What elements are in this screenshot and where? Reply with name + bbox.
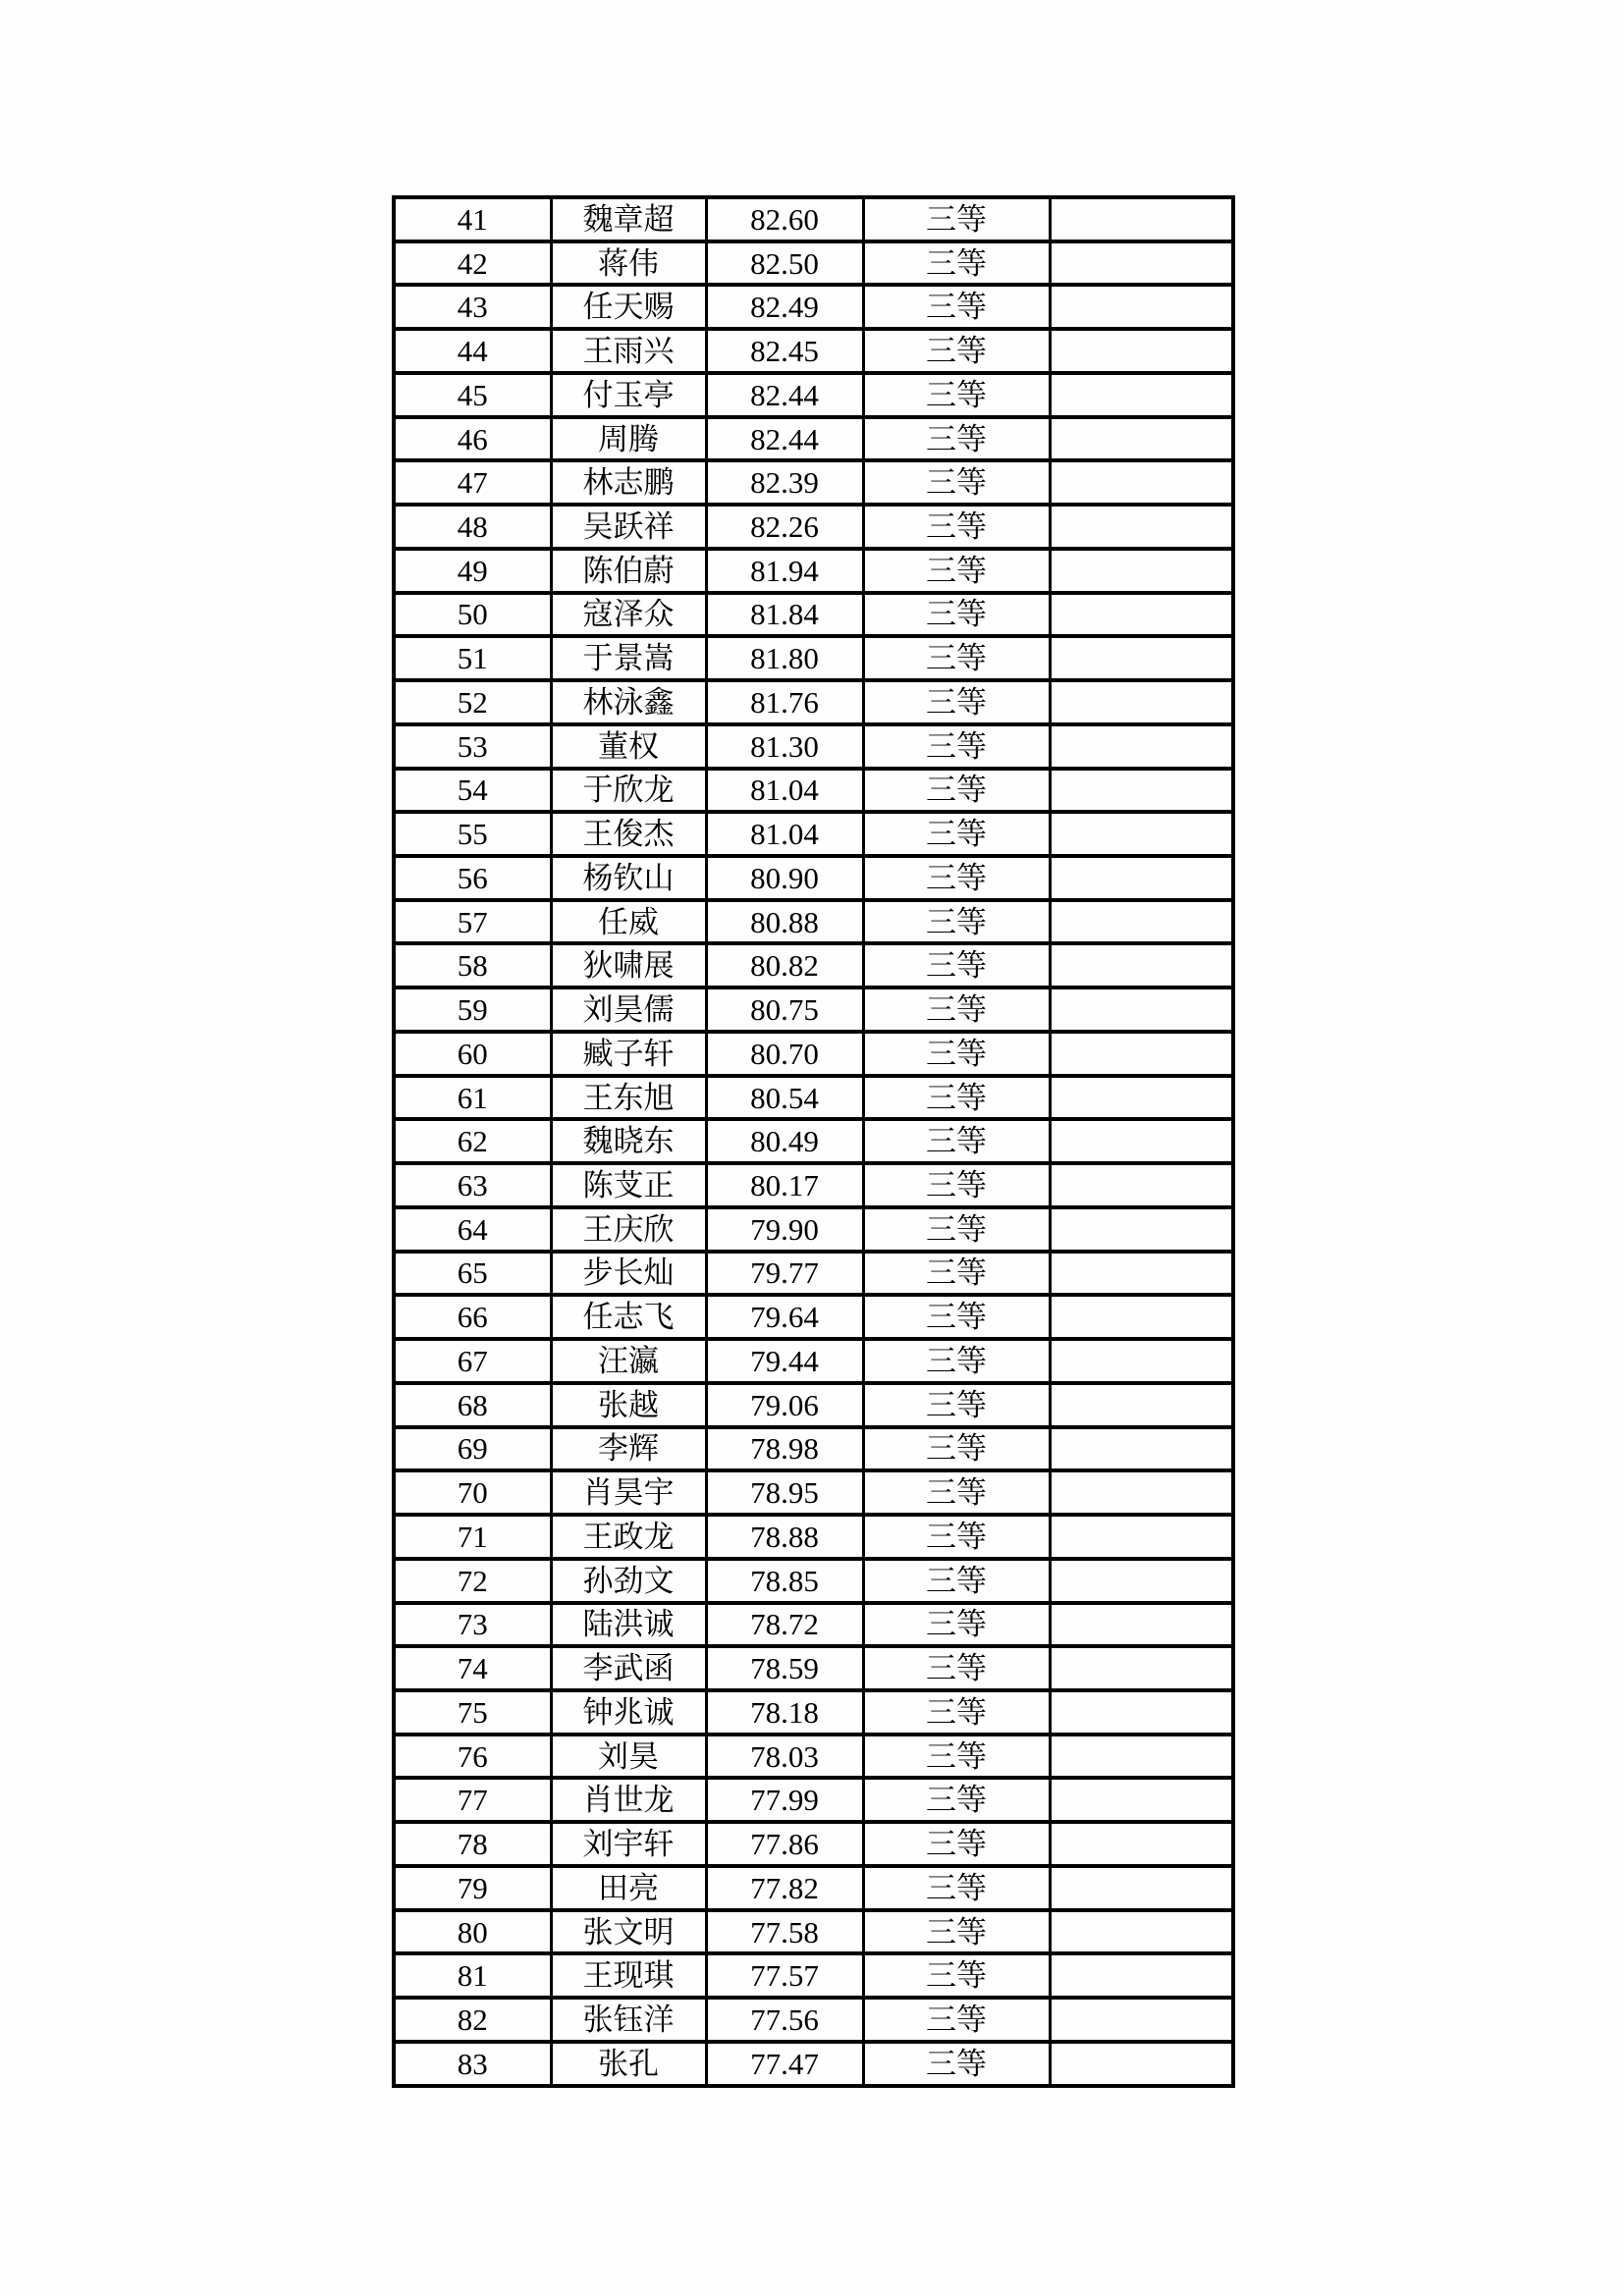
table-row	[394, 593, 1233, 637]
grade-cell: 三等	[863, 1735, 1050, 1779]
remark-cell	[1050, 1866, 1233, 1910]
rank-cell: 76	[394, 1735, 551, 1779]
score-cell: 80.54	[706, 1076, 863, 1120]
name-cell: 于景嵩	[551, 636, 706, 680]
rank-cell: 79	[394, 1866, 551, 1910]
table-row	[394, 2042, 1233, 2086]
grade-cell: 三等	[863, 724, 1050, 769]
grade-cell: 三等	[863, 988, 1050, 1032]
remark-cell	[1050, 1910, 1233, 1954]
table-row	[394, 1207, 1233, 1252]
rank-cell: 54	[394, 769, 551, 813]
table-row	[394, 417, 1233, 461]
score-cell: 82.49	[706, 285, 863, 329]
grade-cell: 三等	[863, 1252, 1050, 1296]
name-cell: 王庆欣	[551, 1207, 706, 1252]
rank-cell: 74	[394, 1646, 551, 1690]
score-cell: 79.90	[706, 1207, 863, 1252]
table-row	[394, 1910, 1233, 1954]
score-cell: 82.50	[706, 241, 863, 286]
rank-cell: 41	[394, 197, 551, 241]
remark-cell	[1050, 417, 1233, 461]
remark-cell	[1050, 1603, 1233, 1647]
score-cell: 79.77	[706, 1252, 863, 1296]
name-cell: 陈芆正	[551, 1163, 706, 1207]
score-cell: 78.88	[706, 1515, 863, 1559]
name-cell: 狄啸展	[551, 943, 706, 988]
remark-cell	[1050, 724, 1233, 769]
table-row	[394, 197, 1233, 241]
rank-cell: 69	[394, 1427, 551, 1471]
table-row	[394, 1735, 1233, 1779]
score-cell: 81.84	[706, 593, 863, 637]
table-row	[394, 1866, 1233, 1910]
table-row	[394, 636, 1233, 680]
rank-cell: 78	[394, 1822, 551, 1866]
table-row	[394, 724, 1233, 769]
score-cell: 78.85	[706, 1559, 863, 1603]
grade-cell: 三等	[863, 285, 1050, 329]
table-row	[394, 241, 1233, 286]
name-cell: 孙劲文	[551, 1559, 706, 1603]
rank-cell: 77	[394, 1778, 551, 1822]
name-cell: 刘昊	[551, 1735, 706, 1779]
rank-cell: 66	[394, 1295, 551, 1339]
rank-cell: 57	[394, 900, 551, 944]
table-row	[394, 1690, 1233, 1735]
name-cell: 林志鹏	[551, 460, 706, 505]
name-cell: 步长灿	[551, 1252, 706, 1296]
table-row	[394, 329, 1233, 373]
score-cell: 78.95	[706, 1470, 863, 1515]
remark-cell	[1050, 505, 1233, 549]
remark-cell	[1050, 1295, 1233, 1339]
table-row	[394, 812, 1233, 856]
table-row	[394, 988, 1233, 1032]
name-cell: 吴跃祥	[551, 505, 706, 549]
grade-cell: 三等	[863, 505, 1050, 549]
rank-cell: 60	[394, 1032, 551, 1076]
score-cell: 77.57	[706, 1953, 863, 1998]
table-row	[394, 1427, 1233, 1471]
score-cell: 77.47	[706, 2042, 863, 2086]
grade-cell: 三等	[863, 680, 1050, 724]
grade-cell: 三等	[863, 1427, 1050, 1471]
score-cell: 80.49	[706, 1119, 863, 1163]
grade-cell: 三等	[863, 593, 1050, 637]
score-cell: 81.94	[706, 549, 863, 593]
grade-cell: 三等	[863, 1866, 1050, 1910]
table-row	[394, 285, 1233, 329]
table-row	[394, 1163, 1233, 1207]
name-cell: 蒋伟	[551, 241, 706, 286]
rank-cell: 73	[394, 1603, 551, 1647]
table-row	[394, 460, 1233, 505]
remark-cell	[1050, 1515, 1233, 1559]
score-cell: 78.59	[706, 1646, 863, 1690]
grade-cell: 三等	[863, 1953, 1050, 1998]
remark-cell	[1050, 549, 1233, 593]
remark-cell	[1050, 812, 1233, 856]
grade-cell: 三等	[863, 1515, 1050, 1559]
grade-cell: 三等	[863, 900, 1050, 944]
grade-cell: 三等	[863, 1603, 1050, 1647]
table-row	[394, 943, 1233, 988]
name-cell: 杨钦山	[551, 856, 706, 900]
rank-cell: 80	[394, 1910, 551, 1954]
remark-cell	[1050, 769, 1233, 813]
score-cell: 81.80	[706, 636, 863, 680]
score-cell: 81.30	[706, 724, 863, 769]
name-cell: 周腾	[551, 417, 706, 461]
remark-cell	[1050, 1690, 1233, 1735]
name-cell: 魏晓东	[551, 1119, 706, 1163]
rank-cell: 52	[394, 680, 551, 724]
name-cell: 任威	[551, 900, 706, 944]
remark-cell	[1050, 943, 1233, 988]
score-cell: 77.58	[706, 1910, 863, 1954]
name-cell: 张文明	[551, 1910, 706, 1954]
name-cell: 任志飞	[551, 1295, 706, 1339]
score-cell: 80.90	[706, 856, 863, 900]
score-cell: 82.39	[706, 460, 863, 505]
name-cell: 董权	[551, 724, 706, 769]
grade-cell: 三等	[863, 417, 1050, 461]
grade-cell: 三等	[863, 943, 1050, 988]
table-row	[394, 856, 1233, 900]
remark-cell	[1050, 988, 1233, 1032]
grade-cell: 三等	[863, 1163, 1050, 1207]
remark-cell	[1050, 1646, 1233, 1690]
grade-cell: 三等	[863, 1032, 1050, 1076]
remark-cell	[1050, 2042, 1233, 2086]
remark-cell	[1050, 1778, 1233, 1822]
table-row	[394, 549, 1233, 593]
grade-cell: 三等	[863, 460, 1050, 505]
name-cell: 寇泽众	[551, 593, 706, 637]
score-cell: 81.04	[706, 812, 863, 856]
score-cell: 79.06	[706, 1383, 863, 1427]
table-row	[394, 1383, 1233, 1427]
rank-cell: 71	[394, 1515, 551, 1559]
remark-cell	[1050, 1163, 1233, 1207]
remark-cell	[1050, 1383, 1233, 1427]
name-cell: 王东旭	[551, 1076, 706, 1120]
table-row	[394, 1822, 1233, 1866]
rank-cell: 51	[394, 636, 551, 680]
name-cell: 刘宇轩	[551, 1822, 706, 1866]
remark-cell	[1050, 1822, 1233, 1866]
rank-cell: 83	[394, 2042, 551, 2086]
score-cell: 78.72	[706, 1603, 863, 1647]
name-cell: 李辉	[551, 1427, 706, 1471]
grade-cell: 三等	[863, 856, 1050, 900]
table-row	[394, 1515, 1233, 1559]
score-cell: 82.44	[706, 417, 863, 461]
rank-cell: 58	[394, 943, 551, 988]
score-cell: 81.04	[706, 769, 863, 813]
rank-cell: 72	[394, 1559, 551, 1603]
rank-cell: 44	[394, 329, 551, 373]
name-cell: 钟兆诚	[551, 1690, 706, 1735]
remark-cell	[1050, 373, 1233, 417]
remark-cell	[1050, 680, 1233, 724]
remark-cell	[1050, 1427, 1233, 1471]
name-cell: 张孔	[551, 2042, 706, 2086]
name-cell: 魏章超	[551, 197, 706, 241]
score-cell: 77.82	[706, 1866, 863, 1910]
score-cell: 82.44	[706, 373, 863, 417]
score-cell: 80.75	[706, 988, 863, 1032]
name-cell: 王现琪	[551, 1953, 706, 1998]
grade-cell: 三等	[863, 636, 1050, 680]
score-cell: 82.60	[706, 197, 863, 241]
rank-cell: 43	[394, 285, 551, 329]
remark-cell	[1050, 593, 1233, 637]
name-cell: 于欣龙	[551, 769, 706, 813]
score-cell: 80.88	[706, 900, 863, 944]
grade-cell: 三等	[863, 1076, 1050, 1120]
remark-cell	[1050, 1559, 1233, 1603]
grade-cell: 三等	[863, 1295, 1050, 1339]
rank-cell: 67	[394, 1339, 551, 1383]
table-row	[394, 1778, 1233, 1822]
score-cell: 80.70	[706, 1032, 863, 1076]
remark-cell	[1050, 460, 1233, 505]
table-row	[394, 1339, 1233, 1383]
rank-cell: 82	[394, 1998, 551, 2042]
grade-cell: 三等	[863, 1690, 1050, 1735]
rank-cell: 68	[394, 1383, 551, 1427]
rank-cell: 81	[394, 1953, 551, 1998]
remark-cell	[1050, 1339, 1233, 1383]
table-row	[394, 1032, 1233, 1076]
table-row	[394, 1559, 1233, 1603]
name-cell: 王政龙	[551, 1515, 706, 1559]
rank-cell: 45	[394, 373, 551, 417]
score-cell: 82.45	[706, 329, 863, 373]
rank-cell: 53	[394, 724, 551, 769]
table-row	[394, 1295, 1233, 1339]
name-cell: 刘昊儒	[551, 988, 706, 1032]
remark-cell	[1050, 197, 1233, 241]
table-row	[394, 680, 1233, 724]
grade-cell: 三等	[863, 812, 1050, 856]
grade-cell: 三等	[863, 1910, 1050, 1954]
table-row	[394, 1646, 1233, 1690]
grade-cell: 三等	[863, 329, 1050, 373]
score-cell: 77.99	[706, 1778, 863, 1822]
rank-cell: 50	[394, 593, 551, 637]
grade-cell: 三等	[863, 197, 1050, 241]
remark-cell	[1050, 1119, 1233, 1163]
grade-cell: 三等	[863, 1822, 1050, 1866]
table-row	[394, 373, 1233, 417]
name-cell: 张越	[551, 1383, 706, 1427]
rank-cell: 55	[394, 812, 551, 856]
score-cell: 78.03	[706, 1735, 863, 1779]
remark-cell	[1050, 856, 1233, 900]
rank-cell: 59	[394, 988, 551, 1032]
name-cell: 林泳鑫	[551, 680, 706, 724]
remark-cell	[1050, 285, 1233, 329]
rank-cell: 65	[394, 1252, 551, 1296]
grade-cell: 三等	[863, 1470, 1050, 1515]
remark-cell	[1050, 1470, 1233, 1515]
table-row	[394, 769, 1233, 813]
remark-cell	[1050, 1207, 1233, 1252]
rank-cell: 46	[394, 417, 551, 461]
score-cell: 81.76	[706, 680, 863, 724]
score-cell: 78.18	[706, 1690, 863, 1735]
rank-cell: 62	[394, 1119, 551, 1163]
grade-cell: 三等	[863, 1339, 1050, 1383]
remark-cell	[1050, 1252, 1233, 1296]
name-cell: 田亮	[551, 1866, 706, 1910]
name-cell: 王俊杰	[551, 812, 706, 856]
rank-cell: 49	[394, 549, 551, 593]
grade-cell: 三等	[863, 1998, 1050, 2042]
grade-cell: 三等	[863, 769, 1050, 813]
score-cell: 77.86	[706, 1822, 863, 1866]
name-cell: 肖世龙	[551, 1778, 706, 1822]
table-row	[394, 1953, 1233, 1998]
name-cell: 陆洪诚	[551, 1603, 706, 1647]
remark-cell	[1050, 1032, 1233, 1076]
remark-cell	[1050, 636, 1233, 680]
table-row	[394, 1119, 1233, 1163]
table-row	[394, 1470, 1233, 1515]
name-cell: 陈伯蔚	[551, 549, 706, 593]
name-cell: 任天赐	[551, 285, 706, 329]
remark-cell	[1050, 900, 1233, 944]
grade-cell: 三等	[863, 1207, 1050, 1252]
name-cell: 李武函	[551, 1646, 706, 1690]
rank-cell: 75	[394, 1690, 551, 1735]
remark-cell	[1050, 1953, 1233, 1998]
table-row	[394, 1076, 1233, 1120]
remark-cell	[1050, 241, 1233, 286]
score-cell: 80.82	[706, 943, 863, 988]
remark-cell	[1050, 1998, 1233, 2042]
table-row	[394, 505, 1233, 549]
score-cell: 82.26	[706, 505, 863, 549]
remark-cell	[1050, 329, 1233, 373]
rank-cell: 61	[394, 1076, 551, 1120]
rank-cell: 47	[394, 460, 551, 505]
grade-cell: 三等	[863, 373, 1050, 417]
grade-cell: 三等	[863, 1646, 1050, 1690]
name-cell: 张钰洋	[551, 1998, 706, 2042]
name-cell: 付玉亭	[551, 373, 706, 417]
grade-cell: 三等	[863, 241, 1050, 286]
grade-cell: 三等	[863, 1119, 1050, 1163]
score-table-body	[394, 197, 1233, 2086]
score-cell: 77.56	[706, 1998, 863, 2042]
score-cell: 79.64	[706, 1295, 863, 1339]
remark-cell	[1050, 1076, 1233, 1120]
table-row	[394, 1603, 1233, 1647]
rank-cell: 63	[394, 1163, 551, 1207]
rank-cell: 70	[394, 1470, 551, 1515]
name-cell: 王雨兴	[551, 329, 706, 373]
name-cell: 肖昊宇	[551, 1470, 706, 1515]
grade-cell: 三等	[863, 549, 1050, 593]
grade-cell: 三等	[863, 2042, 1050, 2086]
score-cell: 80.17	[706, 1163, 863, 1207]
rank-cell: 42	[394, 241, 551, 286]
name-cell: 臧子轩	[551, 1032, 706, 1076]
score-cell: 79.44	[706, 1339, 863, 1383]
remark-cell	[1050, 1735, 1233, 1779]
grade-cell: 三等	[863, 1778, 1050, 1822]
table-row	[394, 1252, 1233, 1296]
grade-cell: 三等	[863, 1383, 1050, 1427]
name-cell: 汪瀛	[551, 1339, 706, 1383]
rank-cell: 48	[394, 505, 551, 549]
rank-cell: 64	[394, 1207, 551, 1252]
rank-cell: 56	[394, 856, 551, 900]
table-row	[394, 1998, 1233, 2042]
score-table	[392, 195, 1235, 2088]
score-cell: 78.98	[706, 1427, 863, 1471]
grade-cell: 三等	[863, 1559, 1050, 1603]
table-row	[394, 900, 1233, 944]
